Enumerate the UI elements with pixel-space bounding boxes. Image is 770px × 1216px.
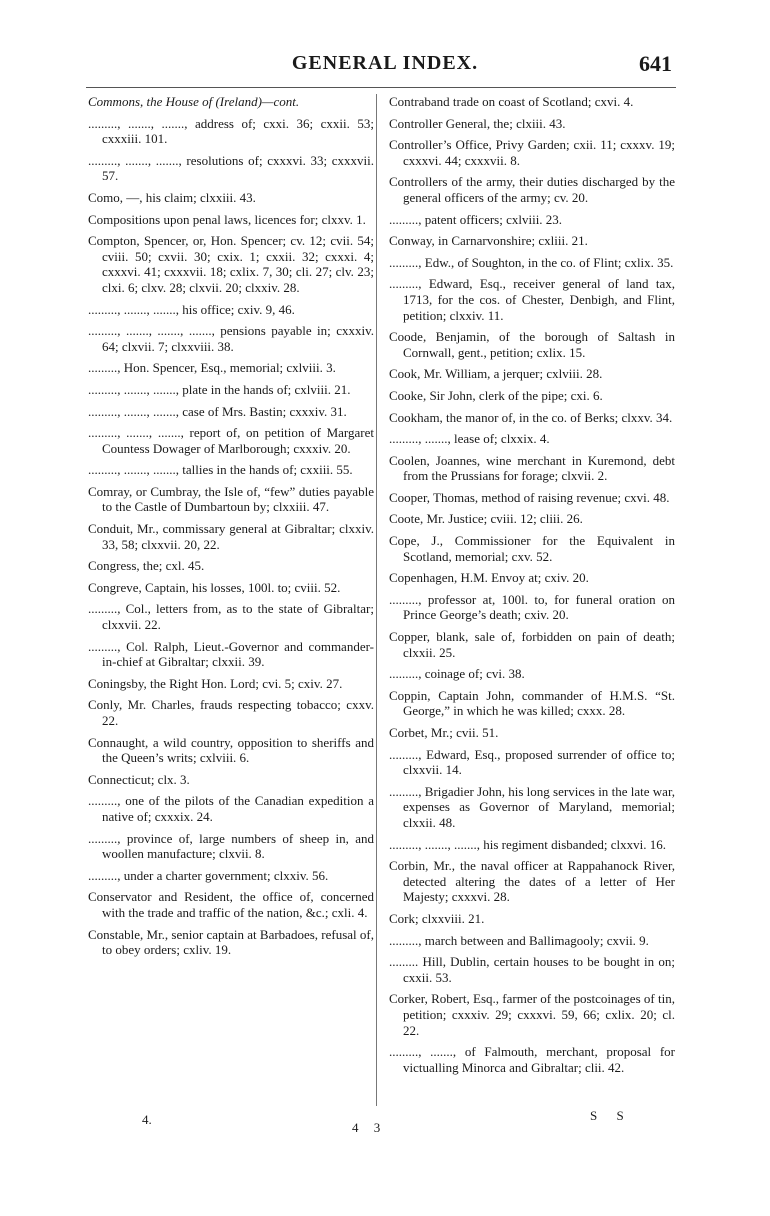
index-entry: ........., ......., lease of; clxxix. 4. bbox=[389, 431, 550, 447]
index-entry: Contraband trade on coast of Scotland; cxvi. 4. bbox=[389, 94, 634, 109]
page-header bbox=[0, 52, 770, 86]
index-entry: ........., province of, large numbers of sheep in, and woollen manufacture; clxvii. 8. bbox=[88, 830, 374, 862]
index-entry: ........., march between and Ballimagooly; cxvii. 9. bbox=[389, 932, 649, 948]
index-entry: Cooper, Thomas, method of raising revenue; cxvi. 48. bbox=[389, 489, 670, 505]
index-entry: Conduit, Mr., commissary general at Gibraltar; clxxiv. 33, 58; clxxvii. 20, 22. bbox=[88, 521, 374, 552]
index-entry: Coode, Benjamin, of the borough of Saltash in Cornwall, gent., petition; cxlix. 15. bbox=[389, 329, 675, 360]
right-index-column bbox=[389, 94, 675, 1081]
index-entry: Cookham, the manor of, in the co. of Berks; clxxv. 34. bbox=[389, 409, 673, 425]
index-entry: ........., Hon. Spencer, Esq., memorial; cxlviii. 3. bbox=[88, 360, 336, 376]
index-entry: Copper, blank, sale of, forbidden on pain of death; clxxii. 25. bbox=[389, 629, 675, 660]
index-entry: ......... Hill, Dublin, certain houses to be bought in on; cxxii. 53. bbox=[389, 954, 675, 985]
index-entry: Connecticut; clx. 3. bbox=[88, 771, 190, 787]
index-entry: ........., ......., ......., ......., pensions payable in; cxxxiv. 64; clxvii. 7; clxxviii. 38. bbox=[88, 323, 374, 354]
index-entry: Compton, Spencer, or, Hon. Spencer; cv. 12; cvii. 54; cviii. 50; cxvii. 30; cxix. 1; cxxii. 32; cxxxi. 4; cxxxvi. 41; cxxxvii. 18; cxlix. 7, 30; cli. 27; clv. 23; clxi. 6; clxv. 28; clxvii. 20; clxxiv. 28. bbox=[88, 233, 374, 295]
index-entry: Controllers of the army, their duties discharged by the general officers of the army; cv. 20. bbox=[389, 174, 675, 205]
index-entry: Coolen, Joannes, wine merchant in Kuremond, debt from the Prussians for forage; clxvii. 2. bbox=[389, 452, 675, 484]
header-rule bbox=[86, 87, 676, 88]
signature-mark-right: S S bbox=[590, 1108, 632, 1123]
index-entry: ........., Edw., of Soughton, in the co. of Flint; cxlix. 35. bbox=[389, 254, 674, 270]
index-entry: Commons, the House of (Ireland)—cont. bbox=[88, 94, 300, 109]
index-entry: Cork; clxxviii. 21. bbox=[389, 910, 485, 926]
page-number: 641 bbox=[639, 51, 672, 76]
index-entry: Conservator and Resident, the office of, concerned with the trade and traffic of the nation, &c.; cxli. 4. bbox=[88, 889, 374, 920]
index-entry: Conly, Mr. Charles, frauds respecting tobacco; cxxv. 22. bbox=[88, 697, 374, 728]
index-entry: ........., Edward, Esq., receiver general of land tax, 1713, for the cos. of Chester, Denbigh, and Flint, petition; clxxiv. 11. bbox=[389, 276, 675, 323]
left-index-column bbox=[88, 94, 374, 964]
index-entry: Constable, Mr., senior captain at Barbadoes, refusal of, to obey orders; cxliv. 19. bbox=[88, 926, 374, 958]
column-divider bbox=[376, 94, 377, 1106]
index-entry: ........., ......., ......., address of; cxxi. 36; cxxii. 53; cxxxiii. 101. bbox=[88, 115, 374, 147]
index-entry: ........., ......., ......., his office; cxiv. 9, 46. bbox=[88, 301, 295, 317]
index-entry: ........., ......., ......., report of, on petition of Margaret Countess Dowager of Marlborough; cxxxiv. 20. bbox=[88, 425, 374, 456]
index-entry: ........., ......., of Falmouth, merchant, proposal for victualling Minorca and Gibraltar; clii. 42. bbox=[389, 1044, 675, 1075]
index-entry: Coote, Mr. Justice; cviii. 12; cliii. 26. bbox=[389, 511, 583, 527]
index-entry: ........., Brigadier John, his long services in the late war, expenses as Governor of Maryland, memorial; clxxii. 48. bbox=[389, 783, 675, 830]
index-entry: Corker, Robert, Esq., farmer of the postcoinages of tin, petition; cxxxiv. 29; cxxxvi. 59, 66; cxlix. 20; cl. 22. bbox=[389, 991, 675, 1038]
index-entry: ........., patent officers; cxlviii. 23. bbox=[389, 211, 563, 227]
index-entry: ........., ......., ......., his regiment disbanded; clxxvi. 16. bbox=[389, 836, 666, 852]
index-entry: ........., coinage of; cvi. 38. bbox=[389, 666, 525, 682]
index-entry: ........., Col. Ralph, Lieut.-Governor and commander-in-chief at Gibraltar; clxxii. 39. bbox=[88, 638, 374, 670]
index-entry: ........., Col., letters from, as to the state of Gibraltar; clxxvii. 22. bbox=[88, 601, 374, 633]
index-entry: ........., under a charter government; clxxiv. 56. bbox=[88, 867, 329, 883]
index-entry: Cooke, Sir John, clerk of the pipe; cxi. 6. bbox=[389, 387, 603, 403]
index-entry: Congress, the; cxl. 45. bbox=[88, 558, 205, 574]
index-entry: ........., ......., ......., case of Mrs. Bastin; cxxxiv. 31. bbox=[88, 403, 347, 419]
index-entry: ........., Edward, Esq., proposed surrender of office to; clxxvii. 14. bbox=[389, 746, 675, 778]
signature-mark-left: 4. bbox=[142, 1112, 152, 1127]
index-entry: Coppin, Captain John, commander of H.M.S. “St. George,” in which he was killed; cxxx. 28. bbox=[389, 687, 675, 719]
index-entry: Congreve, Captain, his losses, 100l. to; cviii. 52. bbox=[88, 579, 341, 595]
index-entry: Copenhagen, H.M. Envoy at; cxiv. 20. bbox=[389, 570, 589, 586]
index-entry: Controller General, the; clxiii. 43. bbox=[389, 115, 566, 131]
index-entry: Connaught, a wild country, opposition to sheriffs and the Queen’s writs; cxlviii. 6. bbox=[88, 734, 374, 766]
index-entry: Cope, J., Commissioner for the Equivalent in Scotland, memorial; cxv. 52. bbox=[389, 533, 675, 564]
index-entry: ........., ......., ......., resolutions of; cxxxvi. 33; cxxxvii. 57. bbox=[88, 152, 374, 184]
index-entry: Controller’s Office, Privy Garden; cxii. 11; cxxxv. 19; cxxxvi. 44; cxxxvii. 8. bbox=[389, 137, 675, 168]
index-entry: Corbet, Mr.; cvii. 51. bbox=[389, 725, 499, 740]
index-entry: Cook, Mr. William, a jerquer; cxlviii. 28. bbox=[389, 366, 603, 382]
index-entry: Corbin, Mr., the naval officer at Rappahanock River, detected altering the dates of a letter of Her Majesty; cxxxvi. 28. bbox=[389, 858, 675, 905]
index-entry: ........., one of the pilots of the Canadian expedition a native of; cxxxix. 24. bbox=[88, 793, 374, 824]
index-entry: Coningsby, the Right Hon. Lord; cvi. 5; cxiv. 27. bbox=[88, 675, 343, 691]
index-entry: Comray, or Cumbray, the Isle of, “few” duties payable to the Castle of Dumbartoun by; clxxiii. 47. bbox=[88, 483, 374, 515]
index-entry: Conway, in Carnarvonshire; cxliii. 21. bbox=[389, 233, 588, 249]
index-entry: ........., ......., ......., plate in the hands of; cxlviii. 21. bbox=[88, 381, 351, 397]
index-entry: Compositions upon penal laws, licences for; clxxv. 1. bbox=[88, 211, 366, 227]
signature-mark-center: 4 3 bbox=[352, 1120, 387, 1135]
page-title: GENERAL INDEX. bbox=[291, 52, 479, 74]
index-entry: ........., ......., ......., tallies in the hands of; cxxiii. 55. bbox=[88, 462, 353, 478]
index-entry: Como, —, his claim; clxxiii. 43. bbox=[88, 189, 256, 205]
index-entry: ........., professor at, 100l. to, for funeral oration on Prince George’s death; cxiv. 20. bbox=[389, 591, 675, 623]
